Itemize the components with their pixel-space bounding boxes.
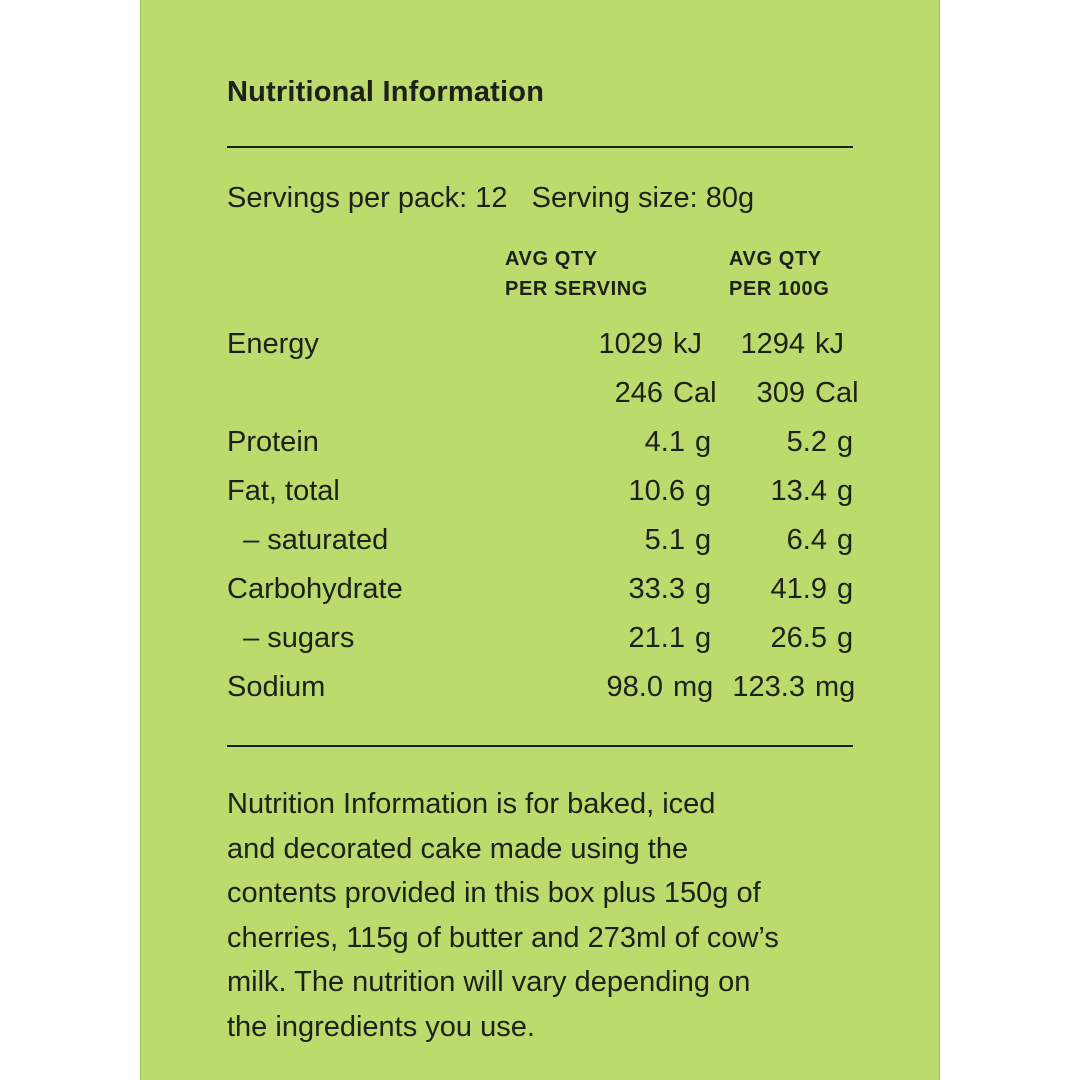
per-serving-value: [629, 475, 717, 508]
row-carbohydrate: [227, 573, 857, 613]
per-serving-value: [629, 573, 717, 606]
per-100g-value: [740, 328, 859, 361]
per-100g-value: [771, 573, 859, 606]
nutrient-label: – saturated: [227, 524, 389, 556]
per-100g-value: [732, 671, 859, 704]
nutrient-label: Carbohydrate: [227, 573, 403, 605]
column-header-line: AVG QTY: [505, 248, 598, 270]
quantity-unit: g: [837, 573, 854, 605]
quantity-number: 4.1: [644, 426, 685, 458]
quantity-unit: g: [837, 475, 854, 507]
servings-info: Servings per pack: 12 Serving size: 80g: [227, 182, 755, 214]
per-serving-value: [645, 426, 717, 459]
quantity-unit: kJ: [673, 328, 702, 360]
per-100g-value: [757, 377, 859, 410]
quantity-unit: g: [695, 426, 712, 458]
row-fat-total: [227, 475, 857, 515]
nutrient-label: Fat, total: [227, 475, 340, 507]
per-serving-value: [598, 328, 717, 361]
quantity-unit: Cal: [815, 377, 859, 409]
quantity-unit: g: [837, 622, 854, 654]
nutrient-label: Sodium: [227, 671, 326, 703]
quantity-unit: g: [695, 573, 712, 605]
footnote: Nutrition Information is for baked, iced and decorated cake made using the contents provided in this box plus 150g of cherries, 115g of butter and 273ml of cow’s milk. The nutrition will vary depending on the ingredients you use.: [227, 788, 779, 1043]
per-serving-value: [629, 622, 717, 655]
quantity-number: 21.1: [628, 622, 685, 654]
quantity-unit: g: [695, 475, 712, 507]
quantity-number: 13.4: [770, 475, 827, 507]
per-serving-value: [615, 377, 717, 410]
per-100g-value: [787, 524, 859, 557]
column-header-per-serving: [505, 244, 648, 304]
nutrient-label: Energy: [227, 328, 319, 360]
quantity-unit: g: [837, 524, 854, 556]
quantity-number: 5.1: [644, 524, 685, 556]
quantity-unit: Cal: [673, 377, 717, 409]
column-header-line: PER SERVING: [505, 278, 648, 300]
quantity-unit: g: [695, 524, 712, 556]
quantity-number: 123.3: [732, 671, 805, 703]
nutrient-label: – sugars: [227, 622, 355, 654]
top-divider: [227, 146, 853, 148]
quantity-number: 309: [756, 377, 805, 409]
per-100g-value: [771, 475, 859, 508]
row-sugars: [227, 622, 857, 662]
quantity-number: 41.9: [770, 573, 827, 605]
column-header-line: PER 100G: [729, 278, 830, 300]
nutrient-label: Protein: [227, 426, 319, 458]
column-header-per-100g: [729, 244, 829, 304]
quantity-number: 1029: [598, 328, 663, 360]
quantity-number: 98.0: [606, 671, 663, 703]
quantity-unit: g: [837, 426, 854, 458]
quantity-number: 10.6: [628, 475, 685, 507]
per-100g-value: [771, 622, 859, 655]
row-energy-cal: [227, 377, 857, 417]
quantity-number: 1294: [740, 328, 805, 360]
quantity-number: 33.3: [628, 573, 685, 605]
quantity-unit: mg: [815, 671, 856, 703]
row-energy-kj: [227, 328, 857, 368]
per-serving-value: [607, 671, 717, 704]
quantity-number: 6.4: [786, 524, 827, 556]
quantity-number: 26.5: [770, 622, 827, 654]
quantity-unit: mg: [673, 671, 714, 703]
per-100g-value: [787, 426, 859, 459]
panel-title: Nutritional Information: [227, 76, 545, 108]
row-protein: [227, 426, 857, 466]
per-serving-value: [645, 524, 717, 557]
column-header-line: AVG QTY: [729, 248, 822, 270]
row-saturated: [227, 524, 857, 564]
quantity-number: 5.2: [786, 426, 827, 458]
quantity-unit: g: [695, 622, 712, 654]
row-sodium: [227, 671, 857, 711]
quantity-unit: kJ: [815, 328, 844, 360]
quantity-number: 246: [614, 377, 663, 409]
nutrition-panel: [140, 0, 940, 1080]
bottom-divider: [227, 745, 853, 747]
